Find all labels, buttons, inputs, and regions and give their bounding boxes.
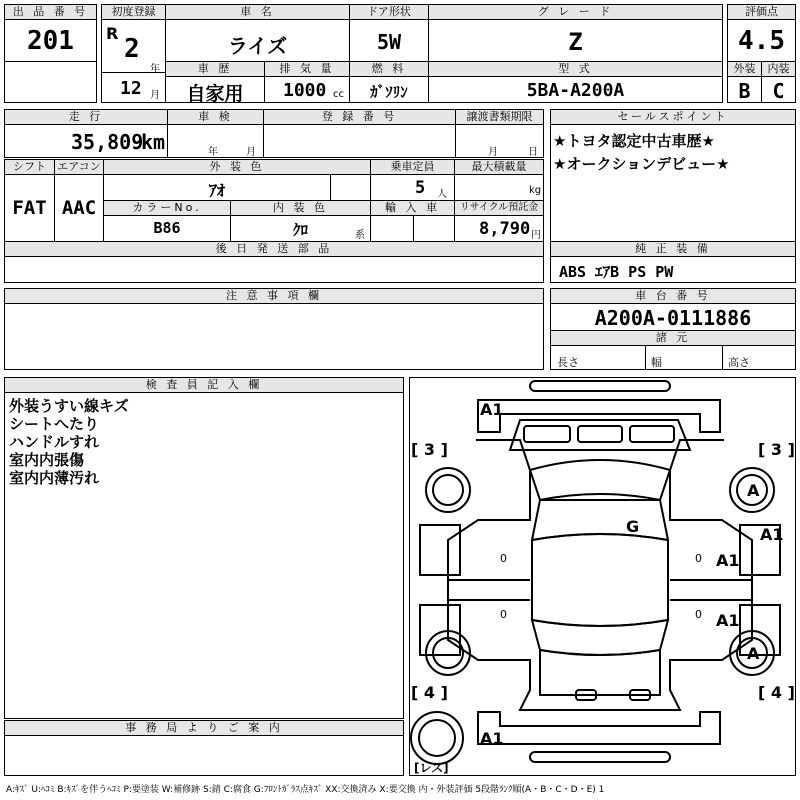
inspector-label: 検 査 員 記 入 欄 [4,377,404,393]
later-parts-label: 後 日 発 送 部 品 [4,241,544,257]
lot-number: 201 [27,26,74,56]
mark-left-rear-tire: [ 4 ] [411,683,448,702]
registration-number-box [263,124,456,158]
interior-color-label: 内 装 色 [230,200,371,216]
specs-label: 諸 元 [550,330,796,346]
ac-box [54,174,104,242]
color-number-label: カラーNo. [103,200,231,216]
month-unit: 月 [150,90,160,101]
displacement: 1000 [283,80,327,101]
max-load-unit: kg [529,185,542,196]
mark-right-front-door: A1 [716,551,740,570]
height-label: 高さ [728,356,750,369]
displacement-box [264,76,350,103]
specs-box [550,345,796,370]
model: 5BA-A200A [526,80,625,101]
door-zero-4: 0 [695,608,702,621]
mileage-label: 走 行 [4,109,168,125]
model-box [428,76,723,103]
door-label: ドア形状 [349,4,429,20]
inspector-line-1: 外装うすい線キズ [9,397,129,415]
left-rear-tire-value: 4 [423,683,436,702]
score-label: 評価点 [727,4,796,20]
sales-point-1: ★トヨタ認定中古車歴★ [553,132,715,150]
sales-point-2: ★オークションデビュー★ [553,155,730,173]
equipment-label: 純 正 装 備 [550,241,796,257]
length-label: 長さ [557,356,579,369]
office-label: 事 務 局 よ り ご 案 内 [4,720,404,736]
fuel-box [349,76,429,103]
mark-front-bumper: A1 [480,400,504,419]
lot-number-box [4,19,97,62]
shift-label: シフト [4,159,55,175]
max-load-box [454,174,544,201]
model-label: 型 式 [428,61,723,77]
fuel: ｶﾞｿﾘﾝ [370,83,408,101]
shift-box [4,174,55,242]
mark-right-front-wheel: A [747,481,760,500]
ac: AAC [61,197,97,219]
transfer-day-unit: 日 [528,147,538,158]
mileage: 35,809 [71,130,144,154]
inspection-year-unit: 年 [208,147,218,158]
registration-year: 2 [124,34,140,64]
car-name-label: 車 名 [165,4,350,20]
car-name: ライズ [227,34,288,58]
mileage-box [4,124,168,158]
interior-label: 内装 [761,61,796,77]
interior-color-box [230,215,371,242]
grade-box [428,19,723,62]
sales-points-box [550,124,796,242]
grade: Z [568,28,583,56]
year-unit: 年 [150,64,160,75]
max-load-label: 最大積載量 [454,159,544,175]
inspection-box [167,124,264,158]
chassis-label: 車 台 番 号 [550,288,796,304]
inspection-label: 車 検 [167,109,264,125]
notes-label: 注 意 事 項 欄 [4,288,544,304]
inspector-line-2: シートへたり [9,415,100,433]
legend: A:ｷｽﾞ U:ﾍｺﾐ B:ｷｽﾞを伴うﾍｺﾐ P:要塗装 W:補修跡 S:錆 C:腐食 G:ﾌﾛﾝﾄｶﾞﾗｽ点ｷｽﾞ XX:交換済み X:要交換 内・外装評価 5段階ﾗﾝｸ順(A・B・C・D・E) 1 [6,785,605,795]
interior-color-unit: 系 [355,230,365,241]
door-type: 5W [376,30,402,54]
transfer-deadline-label: 譲渡書類期限 [455,109,544,125]
interior-grade: C [772,79,785,103]
score-box [727,19,796,62]
lot-number-label: 出 品 番 号 [4,4,97,20]
mark-right-rear-tire: [ 4 ] [758,683,795,702]
sales-points-label: セールスポイント [550,109,796,125]
inspector-line-3: ハンドルすれ [9,433,100,451]
equipment: ABS ｴｱB PS PW [559,263,674,281]
door-zero-1: 0 [500,552,507,565]
left-front-tire-value: 3 [423,440,436,459]
equipment-box [550,256,796,283]
interior-color: ｸﾛ [292,221,308,239]
color-number: B86 [153,219,181,237]
right-rear-tire-value: 4 [770,683,783,702]
inspection-month-unit: 月 [246,147,256,158]
inspector-line-4: 室内内張傷 [9,451,85,469]
exterior-color-label: 外 装 色 [103,159,371,175]
right-front-tire-value: 3 [770,440,783,459]
import-box [370,215,455,242]
fuel-label: 燃 料 [349,61,429,77]
displacement-label: 排 気 量 [264,61,350,77]
score: 4.5 [738,26,785,56]
mark-spare: [レス] [414,761,449,775]
displacement-unit: cc [333,89,344,100]
era: R [106,24,119,43]
color-number-box [103,215,231,242]
inspector-line-5: 室内内薄汚れ [9,469,100,487]
registration-month: 12 [120,78,142,99]
office-box [4,735,404,776]
registration-number-label: 登 録 番 号 [263,109,456,125]
recycle-fee: 8,790 [479,219,531,239]
chassis-box [550,303,796,331]
history-label: 車 歴 [165,61,265,77]
mark-right-front-tire: [ 3 ] [758,440,795,459]
mark-right-front-fender: A1 [760,525,784,544]
mark-hood: G [626,517,640,536]
mark-left-front-tire: [ 3 ] [411,440,448,459]
car-diagram-frame [409,377,796,776]
exterior-grade-box [727,76,762,103]
shift: FAT [12,197,47,219]
recycle-box [454,215,544,242]
mark-right-rear-door: A1 [716,611,740,630]
mark-right-rear-wheel: A [747,644,760,663]
transfer-deadline-box [455,124,544,158]
first-registration-box [101,19,166,103]
recycle-unit: 円 [531,230,541,241]
inspector-box [4,392,404,719]
notes-box [4,303,544,370]
door-zero-3: 0 [500,608,507,621]
chassis-number: A200A-0111886 [594,306,752,330]
spare-value: レス [419,761,444,775]
car-name-box [165,19,350,62]
grade-label: グ レ ー ド [428,4,723,20]
mark-rear-bumper: A1 [480,729,504,748]
door-zero-2: 0 [695,552,702,565]
ac-label: エアコン [54,159,104,175]
door-box [349,19,429,62]
first-registration-label: 初度登録 [101,4,166,20]
exterior-color: ｱｵ [208,181,225,200]
capacity: 5 [415,178,426,198]
exterior-grade: B [738,79,751,103]
capacity-box [370,174,455,201]
recycle-label: リサイクル預託金 [454,200,544,216]
lot-number-sub [4,61,97,103]
interior-grade-box [761,76,796,103]
capacity-unit: 人 [437,189,447,200]
exterior-color-box [103,174,371,201]
transfer-month-unit: 月 [488,147,498,158]
mileage-unit: km [141,130,166,154]
exterior-label: 外装 [727,61,762,77]
capacity-label: 乗車定員 [370,159,455,175]
history: 自家用 [186,83,244,105]
width-label: 幅 [651,356,662,369]
later-parts-box [4,256,544,283]
import-label: 輸 入 車 [370,200,455,216]
history-box [165,76,265,103]
